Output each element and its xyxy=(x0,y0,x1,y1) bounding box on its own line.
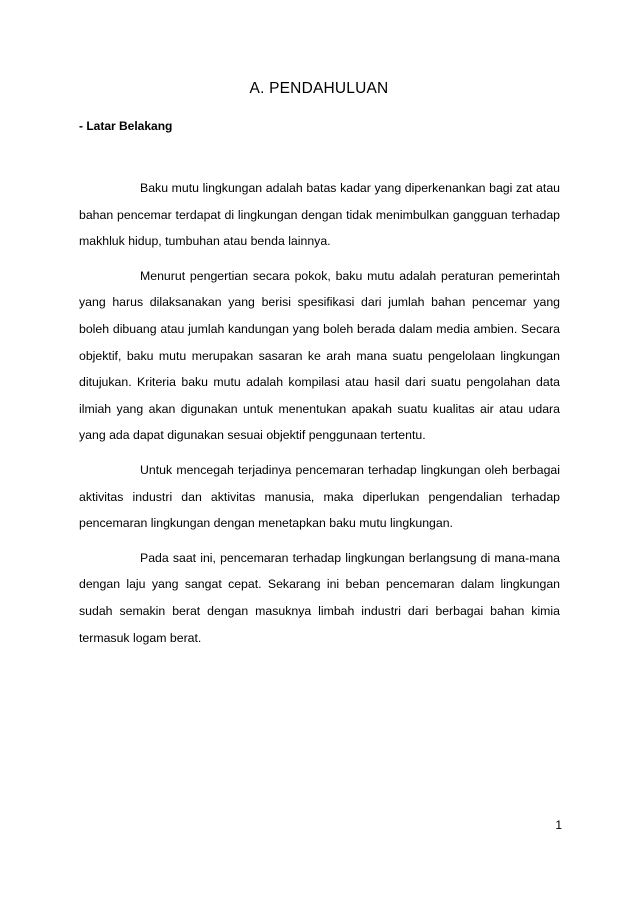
page-title: A. PENDAHULUAN xyxy=(249,80,389,97)
page-number: 1 xyxy=(555,818,562,832)
paragraph-3: Untuk mencegah terjadinya pencemaran terhadap lingkungan oleh berbagai aktivitas industri dan aktivitas manusia, maka diperlukan pengendalian terhadap pencemaran lingkungan dengan menetapkan baku mutu lingkungan. xyxy=(79,462,560,531)
paragraph-1: Baku mutu lingkungan adalah batas kadar yang diperkenankan bagi zat atau bahan pencemar terdapat di lingkungan dengan tidak menimbulkan gangguan terhadap makhluk hidup, tumbuhan atau benda lainnya. xyxy=(79,181,560,249)
section-heading: - Latar Belakang xyxy=(79,119,173,133)
paragraph-2: Menurut pengertian secara pokok, baku mutu adalah peraturan pemerintah yang harus dilaksanakan yang berisi spesifikasi dari jumlah bahan pencemar yang boleh dibuang atau jumlah kandungan yang boleh berada dalam media ambien. Secara objektif, baku mutu merupakan sasaran ke arah mana suatu pengelolaan lingkungan ditujukan. Kriteria baku mutu adalah kompilasi atau hasil dari suatu pengolahan data ilmiah yang akan digunakan untuk menentukan apakah suatu kualitas air atau udara yang ada dapat digunakan sesuai objektif penggunaan tertentu. xyxy=(79,268,560,443)
paragraph-4: Pada saat ini, pencemaran terhadap lingkungan berlangsung di mana-mana dengan laju yang sangat cepat. Sekarang ini beban pencemaran dalam lingkungan sudah semakin berat dengan masuknya limbah industri dari berbagai bahan kimia termasuk logam berat. xyxy=(79,550,560,645)
body-text xyxy=(79,175,560,659)
